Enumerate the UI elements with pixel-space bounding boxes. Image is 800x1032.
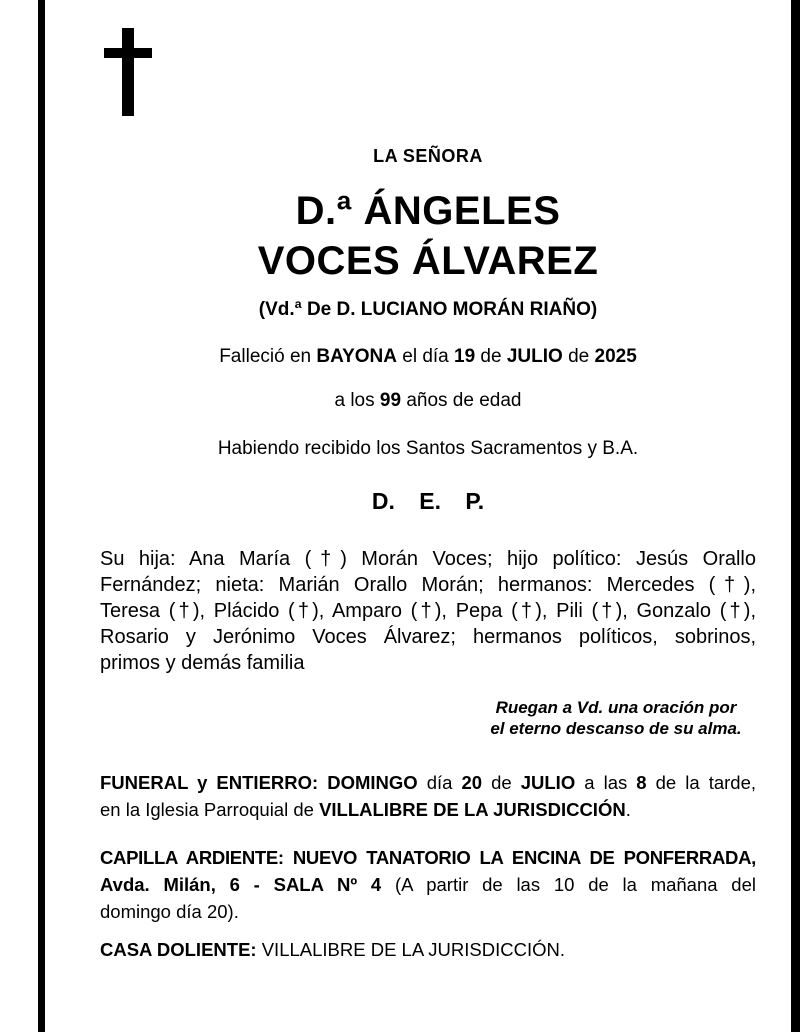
right-border-rule [791, 0, 800, 1032]
funeral-seg: . [625, 799, 631, 820]
family-line: Rosario y Jerónimo Voces Álvarez; hermanos políticos, sobrinos, [100, 626, 756, 648]
died-mid3: de [562, 346, 595, 367]
funeral-seg: de [482, 772, 521, 793]
family-line: Su hija: Ana María (†) Morán Voces; hijo político: Jesús Orallo [100, 548, 756, 570]
age-prefix: a los [334, 390, 380, 411]
funeral-seg: en la Iglesia Parroquial de [100, 799, 320, 820]
prayer-line1: Ruegan a Vd. una oración por [495, 698, 737, 717]
deceased-name [100, 186, 756, 286]
mourning-home-notice [100, 939, 756, 961]
funeral-line1 [100, 769, 756, 796]
funeral-hour: 8 [636, 772, 647, 793]
death-year: 2025 [594, 346, 637, 367]
died-mid1: el día [396, 346, 455, 367]
death-place: BAYONA [316, 346, 397, 367]
honorific: LA SEÑORA [373, 146, 483, 166]
funeral-month: JULIO [520, 772, 576, 793]
funeral-church-town: VILLALIBRE DE LA JURISDICCIÓN [319, 799, 626, 820]
funeral-seg: de la tarde, [646, 772, 757, 793]
family-line: Teresa (†), Plácido (†), Amparo (†), Pepa (†), Pili (†), Gonzalo (†), [100, 600, 756, 622]
widow-note: (Vd.ª De D. LUCIANO MORÁN RIAÑO) [258, 299, 598, 320]
death-date-line [100, 346, 756, 368]
age-value: 99 [379, 390, 402, 411]
family-paragraph [100, 546, 756, 676]
died-prefix: Falleció en [219, 346, 317, 367]
prayer-line2: el eterno descanso de su alma. [490, 719, 742, 738]
died-mid2: de [475, 346, 507, 367]
age-line [100, 390, 756, 412]
mourning-home-town: VILLALIBRE DE LA JURISDICCIÓN. [256, 939, 566, 960]
wake-seg: (A partir de las 10 de la mañana del [381, 874, 756, 895]
deceased-name-line2: VOCES ÁLVAREZ [257, 239, 599, 283]
family-line: primos y demás familia [100, 652, 305, 674]
wake-seg: domingo día 20). [100, 901, 239, 922]
deceased-name-line1: D.ª ÁNGELES [295, 189, 561, 233]
wake-address: Avda. Milán, 6 - SALA Nº 4 [100, 874, 382, 895]
prayer-request [486, 697, 746, 739]
death-month: JULIO [506, 346, 563, 367]
wake-line2 [100, 871, 756, 898]
wake-notice [100, 844, 756, 925]
funeral-seg: día [417, 772, 462, 793]
funeral-title: FUNERAL y ENTIERRO: DOMINGO [100, 772, 418, 793]
wake-venue: CAPILLA ARDIENTE: NUEVO TANATORIO LA ENCINA DE PONFERRADA, [100, 847, 756, 868]
funeral-day: 20 [461, 772, 483, 793]
age-suffix: años de edad [401, 390, 522, 411]
wake-line3 [100, 898, 756, 925]
funeral-line2 [100, 796, 756, 823]
death-day: 19 [454, 346, 476, 367]
rip-abbreviation: D. E. P. [371, 488, 485, 514]
mourning-home-label: CASA DOLIENTE: [100, 939, 257, 960]
family-line: Fernández; nieta: Marián Orallo Morán; hermanos: Mercedes (†), [100, 574, 756, 596]
funeral-seg: a las [575, 772, 637, 793]
wake-line1 [100, 844, 756, 871]
funeral-notice [100, 769, 756, 823]
sacraments-line: Habiendo recibido los Santos Sacramentos y B.A. [217, 438, 639, 459]
left-border-rule [38, 0, 45, 1032]
obituary-content [100, 0, 756, 1032]
